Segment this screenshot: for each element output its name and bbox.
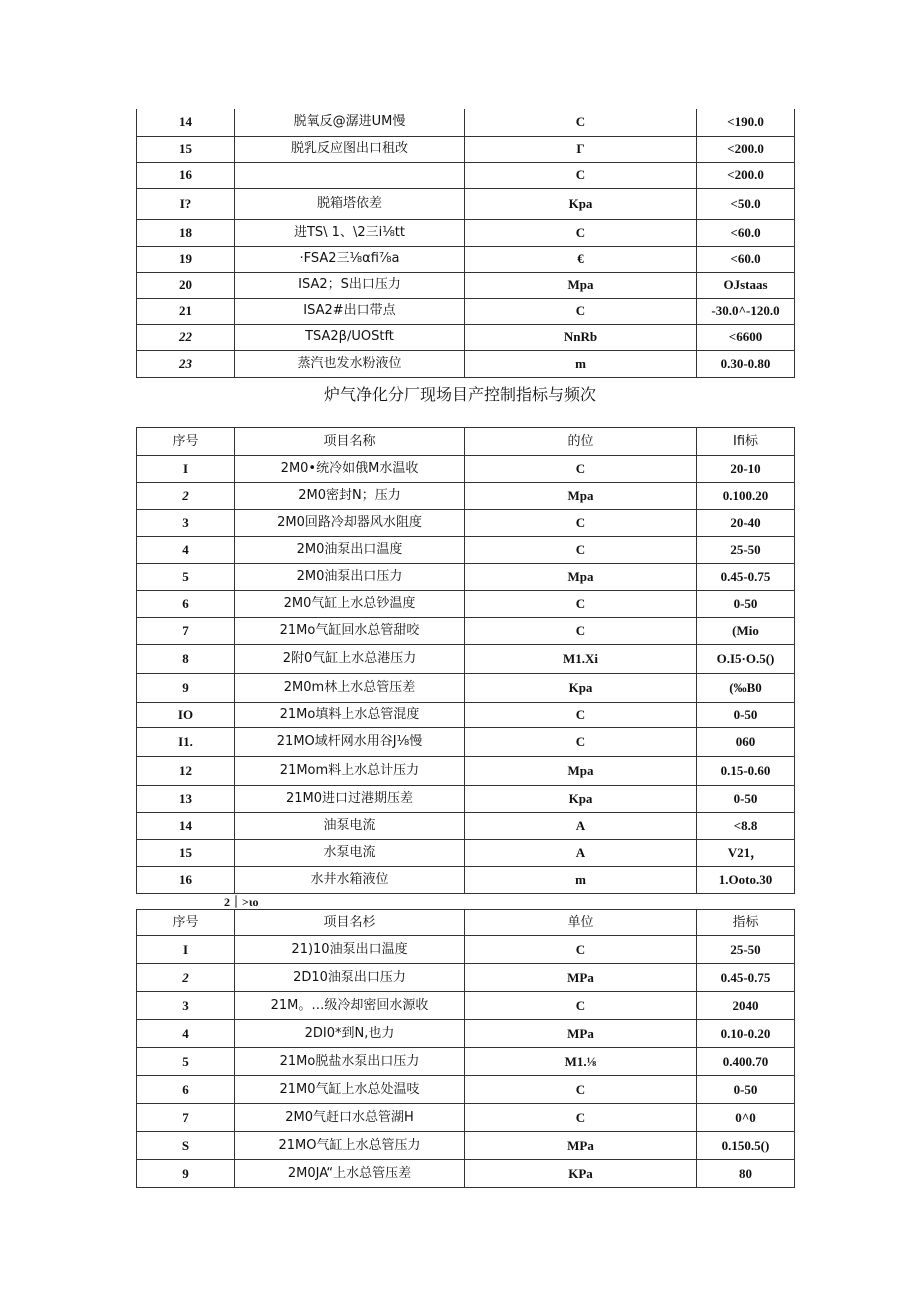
row-item-name: ·FSA2三⅛αfi⅞a [235,246,465,272]
table-row [137,786,795,813]
row-target-value: <200.0 [697,162,795,188]
row-unit: NnRb [465,324,697,350]
row-serial: 5 [137,564,235,591]
row-unit: C [465,1104,697,1132]
row-item-name: 2D10油泵出口压力 [235,964,465,992]
row-serial: 4 [137,537,235,564]
row-target-value: <190.0 [697,109,795,136]
row-target-value: 25-50 [697,537,795,564]
row-item-name: 21M0进口过港期压差 [235,786,465,813]
row-item-name: 21Mo气缸回水总管甜咬 [235,618,465,645]
row-item-name: 21M0气缸上水总处温吱 [235,1076,465,1104]
row-target-value: <200.0 [697,136,795,162]
row-target-value: 0-50 [697,1076,795,1104]
table-row [137,1020,795,1048]
row-serial: I [137,936,235,964]
row-serial: S [137,1132,235,1160]
row-item-name: 进TS\ 1、\2三i⅛tt [235,219,465,246]
header-target: 指标 [697,910,795,936]
row-unit: € [465,246,697,272]
table-3-header-row [137,910,795,936]
row-serial: 5 [137,1048,235,1076]
row-serial: 19 [137,246,235,272]
row-unit: Mpa [465,757,697,786]
row-item-name: TSA2β∕UOStft [235,324,465,350]
row-unit: A [465,813,697,840]
table-row [137,564,795,591]
row-item-name: 21MO气缸上水总管压力 [235,1132,465,1160]
row-unit: C [465,510,697,537]
row-target-value: 0.15-0.60 [697,757,795,786]
row-target-value: <60.0 [697,246,795,272]
table-row [137,298,795,324]
row-serial: 22 [137,324,235,350]
table-row [137,188,795,219]
table-row [137,728,795,757]
row-unit: C [465,992,697,1020]
table-2-body [137,456,795,894]
table-row [137,162,795,188]
row-item-name: 21MO域杆网水用谷J⅛慢 [235,728,465,757]
row-item-name: 21M。…级冷却密回水源收 [235,992,465,1020]
row-unit: Kpa [465,786,697,813]
row-item-name: 21Mom料上水总计压力 [235,757,465,786]
row-target-value: 0.10-0.20 [697,1020,795,1048]
row-target-value: <6600 [697,324,795,350]
table-row [137,109,795,136]
row-item-name: ISA2#出口带点 [235,298,465,324]
table-row [137,1048,795,1076]
table-row [137,537,795,564]
table-row [137,324,795,350]
header-serial: 序号 [137,428,235,456]
row-target-value: 0-50 [697,703,795,728]
table-row [137,350,795,377]
row-unit: C [465,618,697,645]
row-item-name: 21Mo填料上水总管混度 [235,703,465,728]
row-item-name: 2附0气缸上水总港压力 [235,645,465,674]
table-row [137,591,795,618]
row-target-value: 20-10 [697,456,795,483]
row-target-value: 0.45-0.75 [697,964,795,992]
table-row [137,456,795,483]
row-unit: m [465,867,697,894]
table-row [137,964,795,992]
table-row [137,757,795,786]
table-row [137,272,795,298]
row-unit: Kpa [465,188,697,219]
row-item-name: 2M0气赶口水总管湖H [235,1104,465,1132]
row-serial: 13 [137,786,235,813]
row-unit: C [465,109,697,136]
row-target-value: 0.100.20 [697,483,795,510]
row-serial: 2 [137,483,235,510]
row-target-value: <50.0 [697,188,795,219]
table-row [137,246,795,272]
row-serial: 4 [137,1020,235,1048]
row-target-value: 0.400.70 [697,1048,795,1076]
row-unit: m [465,350,697,377]
row-serial: 7 [137,1104,235,1132]
row-target-value: <8.8 [697,813,795,840]
row-unit: Mpa [465,564,697,591]
table-row [137,136,795,162]
row-unit: M1.⅛ [465,1048,697,1076]
header-unit: 单位 [465,910,697,936]
row-item-name: 2DI0*到N,也力 [235,1020,465,1048]
header-target: Ifi标 [697,428,795,456]
table-2-header-row [137,428,795,456]
row-target-value: <60.0 [697,219,795,246]
row-unit: C [465,936,697,964]
header-item-name: 项目名称 [235,428,465,456]
row-unit: Kpa [465,674,697,703]
section-2-title: 炉气净化分厂现场目产控制指标与频次 [323,385,596,404]
table-row [137,936,795,964]
row-serial: 3 [137,510,235,537]
row-item-name: 2M0回路冷却器风水阻度 [235,510,465,537]
row-target-value: 1.Ooto.30 [697,867,795,894]
table-1 [136,109,795,378]
row-target-value: O.I5·O.5() [697,645,795,674]
table-row [137,219,795,246]
row-item-name: 油泵电流 [235,813,465,840]
row-serial: 18 [137,219,235,246]
row-item-name: 脱乳反应图出口租改 [235,136,465,162]
row-unit: Mpa [465,272,697,298]
row-serial: 6 [137,1076,235,1104]
row-target-value: 060 [697,728,795,757]
row-serial: 20 [137,272,235,298]
row-target-value: 0-50 [697,591,795,618]
row-unit: C [465,219,697,246]
table-row [137,992,795,1020]
row-unit: MPa [465,1132,697,1160]
row-unit: MPa [465,1020,697,1048]
table-3 [136,909,795,1188]
row-serial: I1. [137,728,235,757]
row-item-name: 2M0气缸上水总钞温度 [235,591,465,618]
table-row [137,703,795,728]
row-serial: 9 [137,674,235,703]
row-target-value: -30.0^-120.0 [697,298,795,324]
table-row [137,674,795,703]
row-target-value: 20-40 [697,510,795,537]
table-row [137,510,795,537]
table-row [137,618,795,645]
section-3-label: 2｜>ιo [224,895,259,909]
row-target-value: 0.30-0.80 [697,350,795,377]
row-target-value: 0-50 [697,786,795,813]
row-item-name: 2M0m林上水总管压差 [235,674,465,703]
row-target-value: (‰B0 [697,674,795,703]
table-row [137,1104,795,1132]
row-serial: IO [137,703,235,728]
table-row [137,840,795,867]
table-1-body [137,109,795,377]
table-row [137,1160,795,1188]
row-item-name: 水井水箱液位 [235,867,465,894]
row-item-name: 蒸汽也发水粉液位 [235,350,465,377]
row-serial: I [137,456,235,483]
row-unit: M1.Xi [465,645,697,674]
row-serial: 12 [137,757,235,786]
row-item-name: 脱氧反@潺进UM慢 [235,109,465,136]
header-item-name: 项目名杉 [235,910,465,936]
row-unit: Γ [465,136,697,162]
row-target-value: 0^0 [697,1104,795,1132]
table-row [137,813,795,840]
header-unit: 的位 [465,428,697,456]
row-item-name [235,162,465,188]
row-item-name: 2M0油泵出口温度 [235,537,465,564]
row-target-value: (Mio [697,618,795,645]
row-target-value: V21， [697,840,795,867]
row-serial: 7 [137,618,235,645]
row-serial: 16 [137,162,235,188]
row-target-value: OJstaas [697,272,795,298]
row-unit: C [465,728,697,757]
row-serial: 21 [137,298,235,324]
row-item-name: 21)10油泵出口温度 [235,936,465,964]
row-serial: 3 [137,992,235,1020]
row-target-value: 0.45-0.75 [697,564,795,591]
row-serial: 9 [137,1160,235,1188]
row-item-name: 21Mo脱盐水泵出口压力 [235,1048,465,1076]
row-unit: A [465,840,697,867]
row-serial: 2 [137,964,235,992]
row-serial: 16 [137,867,235,894]
row-item-name: 2M0油泵出口压力 [235,564,465,591]
row-unit: C [465,456,697,483]
row-serial: 15 [137,840,235,867]
table-row [137,645,795,674]
row-unit: Mpa [465,483,697,510]
row-item-name: ISA2；S出口压力 [235,272,465,298]
row-unit: C [465,537,697,564]
header-serial: 序号 [137,910,235,936]
table-row [137,483,795,510]
row-serial: 14 [137,109,235,136]
row-serial: I? [137,188,235,219]
table-row [137,1132,795,1160]
row-item-name: 2M0•统冷如俄M水温收 [235,456,465,483]
row-target-value: 80 [697,1160,795,1188]
row-unit: MPa [465,964,697,992]
row-target-value: 0.150.5() [697,1132,795,1160]
row-unit: C [465,298,697,324]
row-target-value: 25-50 [697,936,795,964]
row-serial: 23 [137,350,235,377]
row-serial: 15 [137,136,235,162]
table-row [137,867,795,894]
table-3-body [137,936,795,1188]
row-unit: KPa [465,1160,697,1188]
table-2 [136,427,795,894]
row-target-value: 2040 [697,992,795,1020]
row-unit: C [465,162,697,188]
row-serial: 14 [137,813,235,840]
row-unit: C [465,703,697,728]
row-item-name: 脱箱塔依差 [235,188,465,219]
row-serial: 8 [137,645,235,674]
row-serial: 6 [137,591,235,618]
table-row [137,1076,795,1104]
row-item-name: 水泵电流 [235,840,465,867]
row-unit: C [465,591,697,618]
row-item-name: 2M0JA“上水总管压差 [235,1160,465,1188]
row-item-name: 2M0密封N；压力 [235,483,465,510]
row-unit: C [465,1076,697,1104]
